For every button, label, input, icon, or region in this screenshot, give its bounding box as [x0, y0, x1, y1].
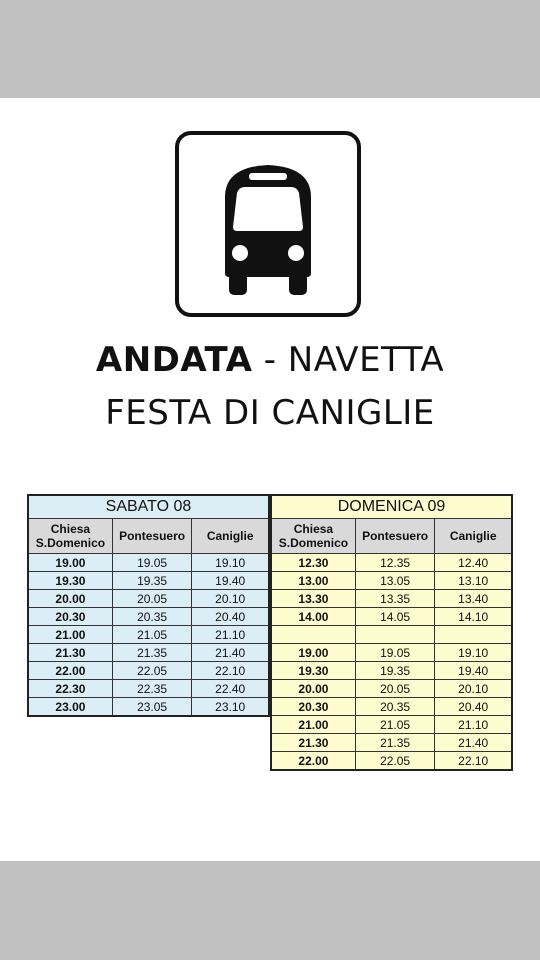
time-cell: 19.35 [112, 572, 192, 590]
time-cell: 22.10 [192, 662, 269, 680]
time-cell: 22.05 [112, 662, 192, 680]
time-cell: 20.35 [355, 698, 435, 716]
time-cell: 21.40 [192, 644, 269, 662]
time-cell: 13.35 [355, 590, 435, 608]
time-cell: 21.35 [112, 644, 192, 662]
title-bold: ANDATA [95, 340, 253, 380]
time-cell: 22.00 [28, 662, 112, 680]
schedule-poster [0, 98, 540, 861]
time-cell: 21.35 [355, 734, 435, 752]
table-row [28, 662, 269, 680]
time-cell: 21.30 [271, 734, 355, 752]
time-cell: 19.10 [192, 554, 269, 572]
table-row [271, 644, 512, 662]
time-cell: 21.00 [271, 716, 355, 734]
column-header: Pontesuero [112, 519, 192, 554]
table-row [271, 716, 512, 734]
time-cell: 14.10 [435, 608, 512, 626]
time-cell: 20.00 [28, 590, 112, 608]
table-row [28, 554, 269, 572]
time-cell: 21.05 [112, 626, 192, 644]
table-row [271, 590, 512, 608]
table-row [271, 734, 512, 752]
page-subtitle: FESTA DI CANIGLIE [105, 393, 435, 433]
time-cell: 21.10 [435, 716, 512, 734]
table-row [271, 572, 512, 590]
time-cell: 12.35 [355, 554, 435, 572]
page-title [0, 340, 540, 380]
time-cell: 13.30 [271, 590, 355, 608]
time-cell: 21.30 [28, 644, 112, 662]
table-row [271, 752, 512, 771]
table-row [28, 572, 269, 590]
time-cell: 12.30 [271, 554, 355, 572]
table-row [271, 680, 512, 698]
table-row [271, 554, 512, 572]
time-cell: 19.00 [271, 644, 355, 662]
time-cell: 22.05 [355, 752, 435, 771]
time-cell: 21.00 [28, 626, 112, 644]
sunday-table [270, 494, 513, 771]
time-cell: 20.10 [435, 680, 512, 698]
table-row [271, 626, 512, 644]
table-row [28, 590, 269, 608]
time-cell: 20.40 [192, 608, 269, 626]
time-cell: 23.10 [192, 698, 269, 717]
time-cell: 20.35 [112, 608, 192, 626]
time-cell: 13.40 [435, 590, 512, 608]
time-cell: 14.05 [355, 608, 435, 626]
time-cell: 19.00 [28, 554, 112, 572]
title-rest: - NAVETTA [252, 340, 445, 380]
table-row [28, 680, 269, 698]
time-cell: 14.00 [271, 608, 355, 626]
table-row [271, 698, 512, 716]
time-cell: 21.40 [435, 734, 512, 752]
time-cell: 20.10 [192, 590, 269, 608]
sunday-day-header: DOMENICA 09 [271, 495, 512, 519]
column-header: Caniglie [192, 519, 269, 554]
time-cell: 23.05 [112, 698, 192, 717]
table-row [28, 698, 269, 717]
time-cell: 19.30 [271, 662, 355, 680]
time-cell: 19.30 [28, 572, 112, 590]
time-cell: 23.00 [28, 698, 112, 717]
table-row [271, 662, 512, 680]
time-cell: 20.30 [271, 698, 355, 716]
saturday-day-header: SABATO 08 [28, 495, 269, 519]
time-cell: 13.10 [435, 572, 512, 590]
table-row [28, 644, 269, 662]
bus-icon [179, 135, 357, 313]
time-cell: 19.40 [435, 662, 512, 680]
time-cell: 20.30 [28, 608, 112, 626]
time-cell: 19.05 [112, 554, 192, 572]
time-cell: 12.40 [435, 554, 512, 572]
time-cell [435, 626, 512, 644]
column-header: Caniglie [435, 519, 512, 554]
time-cell: 19.05 [355, 644, 435, 662]
time-cell: 20.05 [355, 680, 435, 698]
time-cell: 21.05 [355, 716, 435, 734]
column-header: Pontesuero [355, 519, 435, 554]
column-header: Chiesa S.Domenico [271, 519, 355, 554]
time-cell: 22.40 [192, 680, 269, 698]
table-row [28, 626, 269, 644]
time-cell: 20.40 [435, 698, 512, 716]
time-cell: 13.05 [355, 572, 435, 590]
time-cell [355, 626, 435, 644]
saturday-table [27, 494, 270, 717]
bus-sign [175, 131, 361, 317]
time-cell: 20.00 [271, 680, 355, 698]
time-cell: 19.10 [435, 644, 512, 662]
time-cell: 22.35 [112, 680, 192, 698]
table-row [271, 608, 512, 626]
time-cell: 22.00 [271, 752, 355, 771]
time-cell: 22.10 [435, 752, 512, 771]
time-cell: 20.05 [112, 590, 192, 608]
table-row [28, 608, 269, 626]
time-cell [271, 626, 355, 644]
time-cell: 22.30 [28, 680, 112, 698]
time-cell: 21.10 [192, 626, 269, 644]
time-cell: 13.00 [271, 572, 355, 590]
column-header: Chiesa S.Domenico [28, 519, 112, 554]
time-cell: 19.40 [192, 572, 269, 590]
time-cell: 19.35 [355, 662, 435, 680]
